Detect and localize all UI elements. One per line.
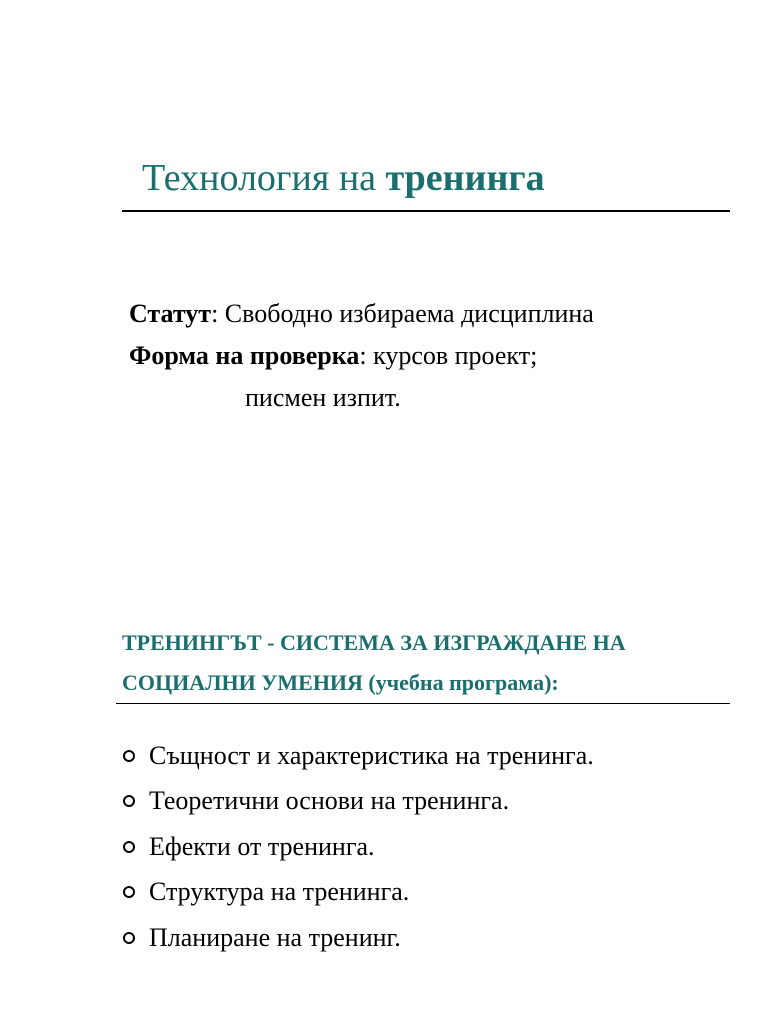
list-item-text: Ефекти от тренинга. — [149, 831, 375, 861]
list-item-text: Теоретични основи на тренинга. — [149, 786, 510, 816]
list-item — [123, 779, 594, 825]
status-label: Статут — [129, 299, 212, 328]
hollow-circle-icon — [123, 795, 135, 807]
topic-list — [123, 733, 594, 961]
status-line — [129, 293, 594, 335]
list-item-text: Структура на тренинга. — [149, 877, 410, 907]
check-label: Форма на проверка — [129, 341, 360, 370]
section-heading — [122, 623, 732, 703]
list-item-text: Същност и характеристика на тренинга. — [149, 740, 594, 770]
list-item — [123, 733, 594, 779]
list-item-text: Планиране на тренинг. — [149, 922, 401, 952]
section-heading-line-2: СОЦИАЛНИ УМЕНИЯ (учебна програма): — [122, 670, 559, 695]
check-value-2: писмен изпит. — [245, 383, 401, 412]
course-info — [129, 293, 594, 419]
check-line — [129, 335, 594, 377]
hollow-circle-icon — [123, 750, 135, 762]
page-title — [142, 152, 545, 204]
list-item — [123, 824, 594, 870]
hollow-circle-icon — [123, 841, 135, 853]
check-line-continued — [129, 377, 594, 419]
section-divider — [116, 703, 730, 704]
status-value: : Свободно избираема дисциплина — [211, 299, 594, 328]
hollow-circle-icon — [123, 886, 135, 898]
check-value: : курсов проект; — [359, 341, 538, 370]
list-item — [123, 870, 594, 916]
title-divider — [122, 210, 730, 212]
hollow-circle-icon — [123, 932, 135, 944]
list-item — [123, 915, 594, 961]
section-heading-line-1: ТРЕНИНГЪТ - СИСТЕМА ЗА ИЗГРАЖДАНЕ НА — [122, 630, 626, 655]
title-bold: тренинга — [385, 157, 545, 199]
title-regular: Технология на — [142, 157, 386, 199]
